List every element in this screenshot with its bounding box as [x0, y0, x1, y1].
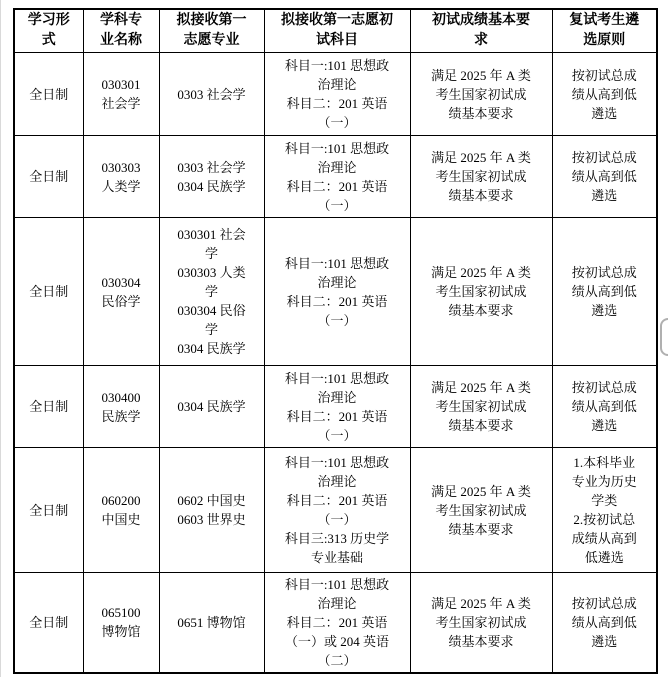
table-header-row — [14, 9, 657, 53]
exam-subjects-cell: 科目一:101 思想政 治理论 科目二：201 英语 （一） — [264, 366, 410, 448]
study-form-cell: 全日制 — [14, 136, 83, 218]
score-requirement-cell: 满足 2025 年 A 类 考生国家初试成 绩基本要求 — [410, 53, 552, 136]
col-header-selection-principle: 复试考生遴 选原则 — [552, 9, 657, 53]
selection-principle-cell: 按初试总成 绩从高到低 遴选 — [552, 136, 657, 218]
col-header-major-name: 学科专 业名称 — [83, 9, 159, 53]
study-form-cell: 全日制 — [14, 218, 83, 366]
major-name-cell: 030301 社会学 — [83, 53, 159, 136]
selection-principle-cell: 按初试总成 绩从高到低 遴选 — [552, 218, 657, 366]
table-row — [14, 366, 657, 448]
major-name-cell: 060200 中国史 — [83, 448, 159, 573]
accepted-majors-cell: 0602 中国史 0603 世界史 — [159, 448, 264, 573]
score-requirement-cell: 满足 2025 年 A 类 考生国家初试成 绩基本要求 — [410, 366, 552, 448]
major-name-cell: 030304 民俗学 — [83, 218, 159, 366]
admissions-table — [13, 8, 658, 674]
table-row — [14, 136, 657, 218]
selection-principle-cell: 1.本科毕业 专业为历史 学类 2.按初试总 成绩从高到 低遴选 — [552, 448, 657, 573]
table-row — [14, 573, 657, 673]
accepted-majors-cell: 0651 博物馆 — [159, 573, 264, 673]
major-name-cell: 030303 人类学 — [83, 136, 159, 218]
accepted-majors-cell: 030301 社会 学 030303 人类 学 030304 民俗 学 0304 民族学 — [159, 218, 264, 366]
exam-subjects-cell: 科目一:101 思想政 治理论 科目二：201 英语 （一）或 204 英语 （二） — [264, 573, 410, 673]
study-form-cell: 全日制 — [14, 448, 83, 573]
page-left-edge — [0, 0, 1, 677]
study-form-cell: 全日制 — [14, 366, 83, 448]
col-header-study-form: 学习形 式 — [14, 9, 83, 53]
accepted-majors-cell: 0304 民族学 — [159, 366, 264, 448]
score-requirement-cell: 满足 2025 年 A 类 考生国家初试成 绩基本要求 — [410, 218, 552, 366]
table-row — [14, 448, 657, 573]
score-requirement-cell: 满足 2025 年 A 类 考生国家初试成 绩基本要求 — [410, 573, 552, 673]
accepted-majors-cell: 0303 社会学 — [159, 53, 264, 136]
table-row — [14, 218, 657, 366]
major-name-cell: 065100 博物馆 — [83, 573, 159, 673]
col-header-score-requirement: 初试成绩基本要 求 — [410, 9, 552, 53]
major-name-cell: 030400 民族学 — [83, 366, 159, 448]
accepted-majors-cell: 0303 社会学 0304 民族学 — [159, 136, 264, 218]
col-header-accepted-majors: 拟接收第一 志愿专业 — [159, 9, 264, 53]
score-requirement-cell: 满足 2025 年 A 类 考生国家初试成 绩基本要求 — [410, 448, 552, 573]
selection-principle-cell: 按初试总成 绩从高到低 遴选 — [552, 366, 657, 448]
exam-subjects-cell: 科目一:101 思想政 治理论 科目二：201 英语 （一） 科目三:313 历史学 专业基础 — [264, 448, 410, 573]
selection-principle-cell: 按初试总成 绩从高到低 遴选 — [552, 573, 657, 673]
selection-principle-cell: 按初试总成 绩从高到低 遴选 — [552, 53, 657, 136]
study-form-cell: 全日制 — [14, 53, 83, 136]
exam-subjects-cell: 科目一:101 思想政 治理论 科目二：201 英语 （一） — [264, 218, 410, 366]
exam-subjects-cell: 科目一:101 思想政 治理论 科目二：201 英语 （一） — [264, 53, 410, 136]
score-requirement-cell: 满足 2025 年 A 类 考生国家初试成 绩基本要求 — [410, 136, 552, 218]
exam-subjects-cell: 科目一:101 思想政 治理论 科目二：201 英语 （一） — [264, 136, 410, 218]
study-form-cell: 全日制 — [14, 573, 83, 673]
col-header-exam-subjects: 拟接收第一志愿初 试科目 — [264, 9, 410, 53]
table-row — [14, 53, 657, 136]
scrollbar-thumb[interactable] — [660, 318, 668, 356]
